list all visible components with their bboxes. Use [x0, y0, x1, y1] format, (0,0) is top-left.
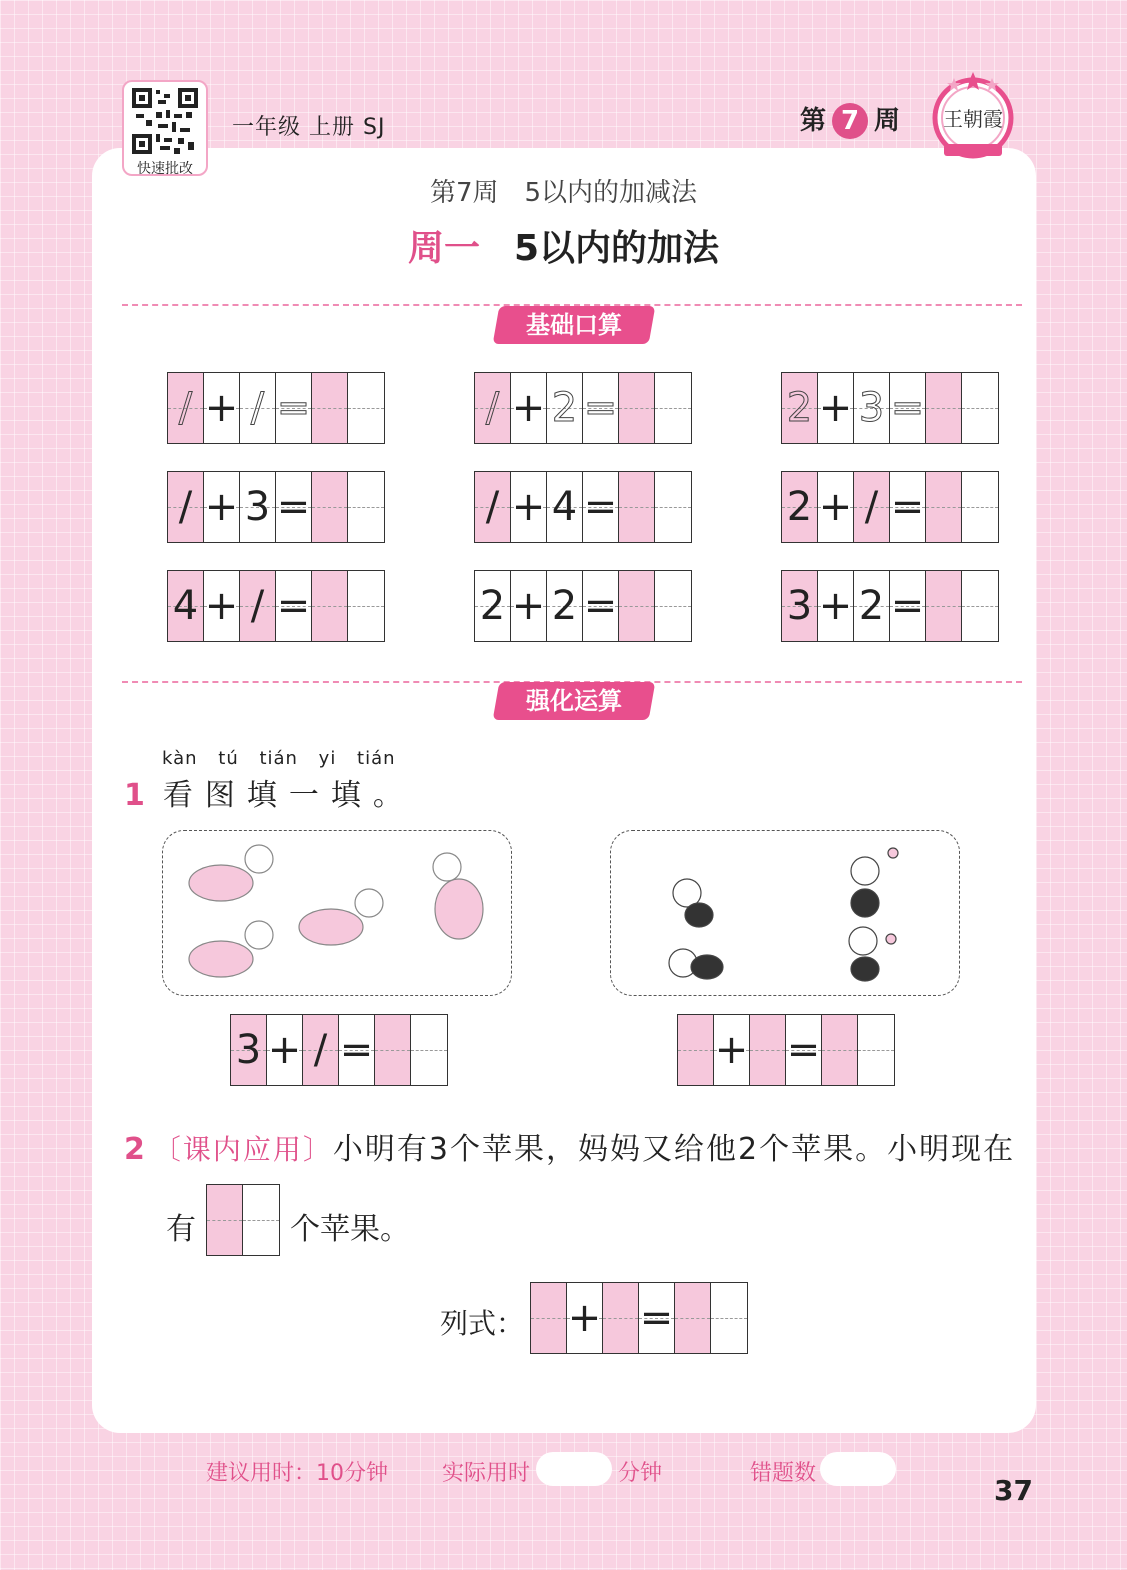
page-number: 37 — [994, 1474, 1033, 1507]
answer-cell[interactable] — [243, 1185, 279, 1255]
week-badge — [800, 100, 900, 139]
answer-cell[interactable] — [619, 571, 655, 641]
answer-cell[interactable] — [207, 1185, 243, 1255]
section-tag-basic: 基础口算 — [493, 306, 656, 344]
question-2 — [124, 1124, 1015, 1168]
digit-2: 2 — [854, 571, 890, 641]
equals-sign: = — [890, 373, 926, 443]
actual-time-field[interactable] — [536, 1452, 612, 1486]
answer-cell[interactable] — [348, 373, 384, 443]
answer-cell[interactable] — [926, 472, 962, 542]
turtle-illustration — [163, 831, 513, 997]
panda-illustration — [611, 831, 961, 997]
arith-row-1-col-2 — [474, 372, 692, 444]
week-prefix: 第 — [800, 106, 827, 136]
question-1 — [124, 770, 415, 814]
panda-equation — [677, 1014, 895, 1086]
grade-label: 一年级 上册 SJ — [232, 115, 386, 140]
arith-row-1-col-1 — [167, 372, 385, 444]
guide-digit-2: 2 — [782, 373, 818, 443]
q2-line2-post: 个苹果。 — [290, 1212, 410, 1247]
digit-1: / — [168, 472, 204, 542]
q2-answer-box — [206, 1184, 280, 1256]
equals-sign: = — [890, 571, 926, 641]
plus-sign: + — [204, 373, 240, 443]
answer-cell[interactable] — [603, 1283, 639, 1353]
equals-sign: = — [276, 571, 312, 641]
error-count-field[interactable] — [820, 1452, 896, 1486]
formula-equation — [530, 1282, 748, 1354]
plus-sign: + — [267, 1015, 303, 1085]
lesson-day: 周一 — [407, 228, 480, 269]
arith-row-2-col-2 — [474, 471, 692, 543]
digit-2: 2 — [475, 571, 511, 641]
plus-sign: + — [818, 571, 854, 641]
answer-cell[interactable] — [926, 373, 962, 443]
answer-cell[interactable] — [962, 571, 998, 641]
lesson-topic: 5以内的加法 — [513, 228, 720, 269]
digit-3: 3 — [231, 1015, 267, 1085]
digit-4: 4 — [168, 571, 204, 641]
answer-cell[interactable] — [312, 472, 348, 542]
plus-sign: + — [204, 472, 240, 542]
answer-cell[interactable] — [375, 1015, 411, 1085]
answer-cell[interactable] — [711, 1283, 747, 1353]
q2-text: 小明有3个苹果，妈妈又给他2个苹果。小明现在 — [332, 1132, 1016, 1167]
equals-sign: = — [639, 1283, 675, 1353]
arith-row-3-col-1 — [167, 570, 385, 642]
minute-label: 分钟 — [618, 1461, 663, 1486]
equals-sign: = — [583, 571, 619, 641]
answer-cell[interactable] — [655, 472, 691, 542]
digit-1: / — [475, 472, 511, 542]
arith-row-3-col-2 — [474, 570, 692, 642]
q2-line2-pre: 有 — [166, 1212, 196, 1247]
digit-3: 3 — [240, 472, 276, 542]
answer-cell[interactable] — [655, 571, 691, 641]
plus-sign: + — [204, 571, 240, 641]
plus-sign: + — [511, 571, 547, 641]
arith-row-3-col-3 — [781, 570, 999, 642]
plus-sign: + — [714, 1015, 750, 1085]
week-number: 7 — [832, 103, 868, 139]
answer-cell[interactable] — [678, 1015, 714, 1085]
actual-time-label: 实际用时 — [442, 1461, 531, 1486]
qr-caption: 快速批改 — [137, 161, 193, 177]
suggested-time: 建议用时：10分钟 — [206, 1461, 388, 1486]
answer-cell[interactable] — [619, 373, 655, 443]
digit-1: / — [240, 571, 276, 641]
equals-sign: = — [339, 1015, 375, 1085]
panda-picture — [610, 830, 960, 996]
answer-cell[interactable] — [348, 571, 384, 641]
formula-label: 列式： — [440, 1307, 525, 1340]
answer-cell[interactable] — [926, 571, 962, 641]
q2-tag: 〔课内应用〕 — [152, 1133, 333, 1166]
q1-pinyin: kàn tú tián yi tián — [162, 748, 396, 769]
digit-4: 4 — [547, 472, 583, 542]
plus-sign: + — [511, 472, 547, 542]
equals-sign: = — [786, 1015, 822, 1085]
answer-cell[interactable] — [531, 1283, 567, 1353]
plus-sign: + — [567, 1283, 603, 1353]
guide-digit-3: 3 — [854, 373, 890, 443]
equals-sign: = — [583, 373, 619, 443]
digit-1: / — [303, 1015, 339, 1085]
digit-1: / — [854, 472, 890, 542]
q1-number: 1 — [124, 778, 145, 813]
unit-subtitle: 第7周 5以内的加减法 — [429, 178, 698, 208]
answer-cell[interactable] — [312, 571, 348, 641]
qr-code[interactable] — [122, 80, 208, 176]
plus-sign: + — [818, 472, 854, 542]
answer-cell[interactable] — [962, 472, 998, 542]
answer-cell[interactable] — [619, 472, 655, 542]
answer-cell[interactable] — [675, 1283, 711, 1353]
equals-sign: = — [890, 472, 926, 542]
arith-row-2-col-3 — [781, 471, 999, 543]
equals-sign: = — [276, 373, 312, 443]
guide-digit-1: / — [475, 373, 511, 443]
guide-digit-1: / — [240, 373, 276, 443]
svg-text:王朝霞: 王朝霞 — [943, 107, 1003, 131]
lesson-title — [0, 220, 1127, 271]
week-suffix: 周 — [874, 106, 901, 136]
answer-cell[interactable] — [750, 1015, 786, 1085]
answer-cell[interactable] — [411, 1015, 447, 1085]
equals-sign: = — [276, 472, 312, 542]
qr-code-icon — [132, 88, 198, 154]
arith-row-2-col-1 — [167, 471, 385, 543]
answer-cell[interactable] — [655, 373, 691, 443]
turtle-equation — [230, 1014, 448, 1086]
error-count-label: 错题数 — [750, 1461, 817, 1486]
q2-number: 2 — [124, 1132, 147, 1167]
answer-cell[interactable] — [962, 373, 998, 443]
answer-cell[interactable] — [312, 373, 348, 443]
plus-sign: + — [818, 373, 854, 443]
digit-2: 2 — [547, 571, 583, 641]
plus-sign: + — [511, 373, 547, 443]
brand-seal-logo — [930, 70, 1016, 162]
answer-cell[interactable] — [822, 1015, 858, 1085]
section-tag-strengthen: 强化运算 — [493, 682, 656, 720]
digit-2: 2 — [782, 472, 818, 542]
guide-digit-2: 2 — [547, 373, 583, 443]
digit-3: 3 — [782, 571, 818, 641]
turtle-picture — [162, 830, 512, 996]
equals-sign: = — [583, 472, 619, 542]
arith-row-1-col-3 — [781, 372, 999, 444]
q1-text: 看图填一填。 — [162, 778, 415, 813]
answer-cell[interactable] — [348, 472, 384, 542]
answer-cell[interactable] — [858, 1015, 894, 1085]
guide-digit-1: / — [168, 373, 204, 443]
